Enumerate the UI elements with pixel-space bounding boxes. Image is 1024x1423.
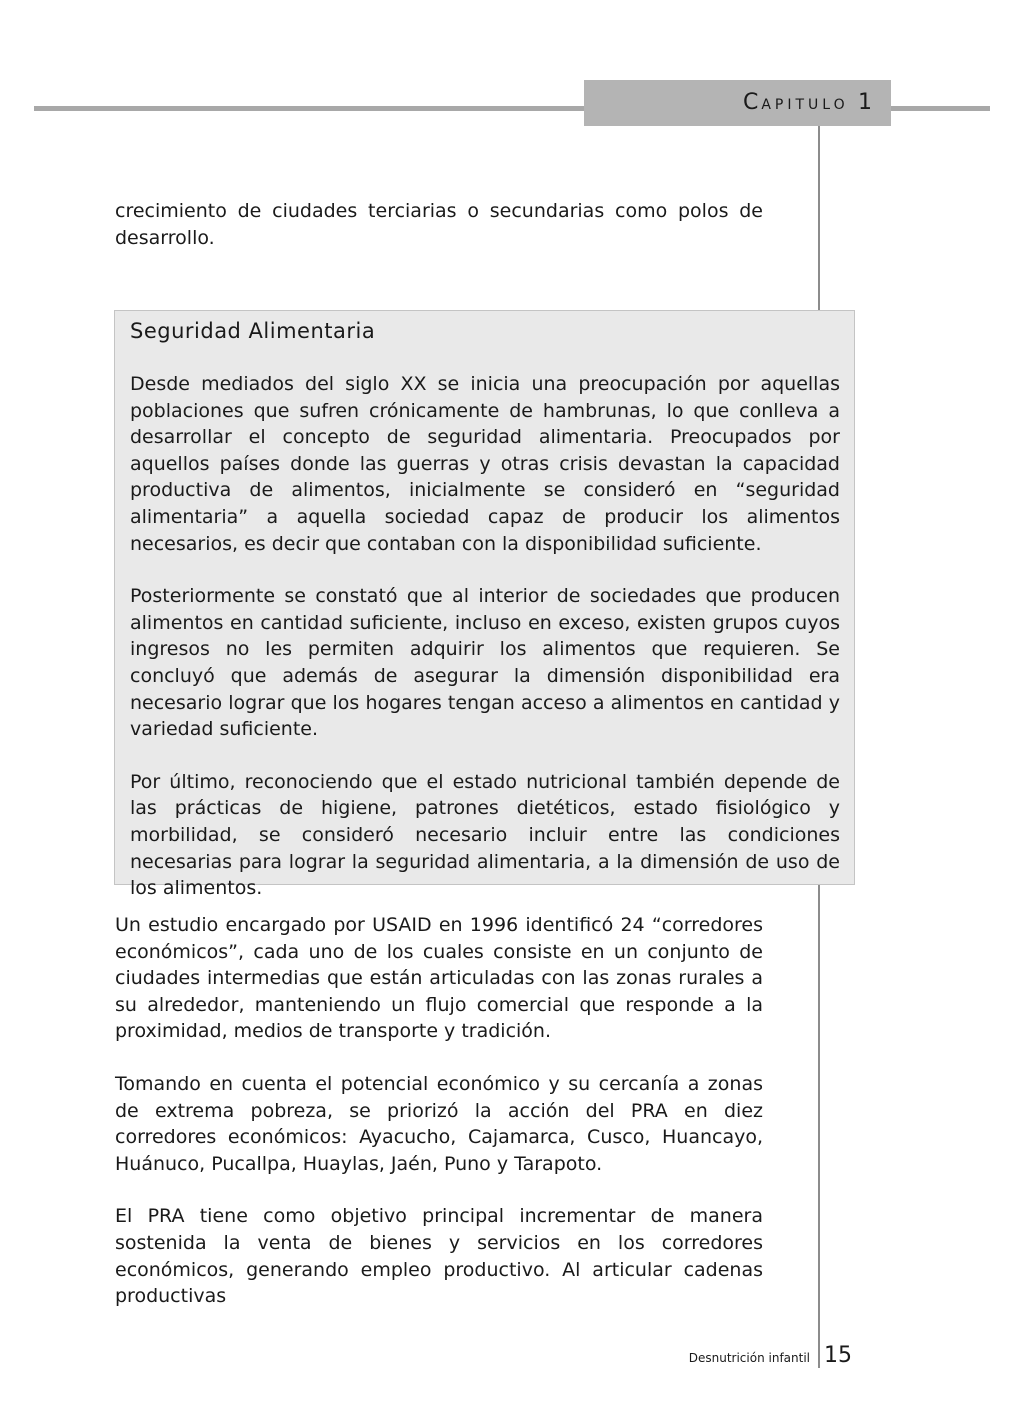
chapter-initial: C: [742, 90, 762, 115]
chapter-label: [743, 90, 875, 115]
sidebar-box: [114, 310, 855, 900]
page-number: 15: [824, 1343, 852, 1368]
body-paragraph: Un estudio encargado por USAID en 1996 identificó 24 “corredores económicos”, cada uno de los cuales consiste en un conjunto de ciudades intermedias que están articuladas con las zonas rurales a su alrededor, manteniendo un flujo comercial que responde a la proximidad, medios de transporte y tradición.: [115, 914, 763, 1043]
sidebar-title: Seguridad Alimentaria: [130, 319, 376, 343]
footer-label: Desnutrición infantil: [688, 1351, 810, 1365]
body-paragraph: El PRA tiene como objetivo principal incrementar de manera sostenida la venta de bienes y servicios en los corredores económicos, generando empleo productivo. Al articular cadenas productivas: [115, 1205, 763, 1308]
chapter-word: APITULO: [761, 97, 849, 113]
sidebar-paragraph: Por último, reconociendo que el estado nutricional también depende de las prácticas de higiene, patrones dietéticos, estado fisiológico y morbilidad, se consideró necesario incluir entre las condiciones necesarias para lograr la seguridad alimentaria, a la dimensión de uso de los alimentos.: [130, 770, 840, 900]
intro-paragraph: crecimiento de ciudades terciarias o secundarias como polos de desarrollo.: [115, 200, 763, 249]
intro-text: [115, 198, 763, 251]
sidebar-paragraph: Posteriormente se constató que al interior de sociedades que producen alimentos en cantidad suficiente, incluso en exceso, existen grupos cuyos ingresos no les permiten adquirir los alimentos que requieren. Se concluyó que además de asegurar la dimensión disponibilidad era necesario lograr que los hogares tengan acceso a alimentos en cantidad y variedad suficiente.: [130, 585, 840, 741]
chapter-tab: [584, 80, 891, 126]
sidebar-paragraph: Desde mediados del siglo XX se inicia una preocupación por aquellas poblaciones que sufren crónicamente de hambrunas, lo que conlleva a desarrollar el concepto de seguridad alimentaria. Preocupados por aquellos países donde las guerras y otras crisis devastan la capacidad productiva de alimentos, inicialmente se consideró en “seguridad alimentaria” a aquella sociedad capaz de producir los alimentos necesarios, es decir que contaban con la disponibilidad suficiente.: [130, 373, 840, 555]
chapter-number: 1: [858, 90, 875, 115]
body-paragraph: Tomando en cuenta el potencial económico y su cercanía a zonas de extrema pobreza, se priorizó la acción del PRA en diez corredores económicos: Ayacucho, Cajamarca, Cusco, Huancayo, Huánuco, Pucallpa, Huaylas, Jaén, Puno y Tarapoto.: [115, 1072, 763, 1175]
body-text: [115, 912, 763, 1310]
sidebar-body: [130, 371, 840, 928]
